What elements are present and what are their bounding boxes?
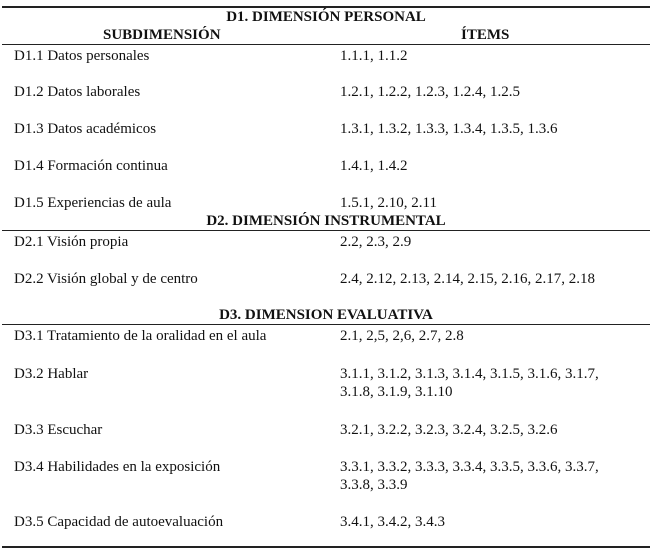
table-bottom-rule bbox=[2, 546, 650, 548]
section-title-d3: D3. DIMENSION EVALUATIVA bbox=[219, 307, 433, 323]
header-rule bbox=[2, 44, 650, 45]
row-subdimension: D2.2 Visión global y de centro bbox=[14, 271, 198, 287]
row-subdimension: D1.3 Datos académicos bbox=[14, 121, 157, 137]
row-items: 3.4.1, 3.4.2, 3.4.3 bbox=[340, 514, 445, 530]
column-header-items: ÍTEMS bbox=[461, 27, 510, 43]
row-items: 3.3.8, 3.3.9 bbox=[340, 477, 408, 493]
row-subdimension: D1.4 Formación continua bbox=[14, 158, 168, 174]
row-items: 1.5.1, 2.10, 2.11 bbox=[340, 195, 437, 211]
row-items: 3.1.1, 3.1.2, 3.1.3, 3.1.4, 3.1.5, 3.1.6, 3.1.7, bbox=[340, 366, 599, 382]
row-items: 1.2.1, 1.2.2, 1.2.3, 1.2.4, 1.2.5 bbox=[340, 84, 520, 100]
column-header-subdimension: SUBDIMENSIÓN bbox=[103, 27, 221, 43]
row-subdimension: D1.2 Datos laborales bbox=[14, 84, 141, 100]
row-subdimension: D2.1 Visión propia bbox=[14, 234, 129, 250]
section-rule-d3 bbox=[2, 324, 650, 325]
row-items: 3.3.1, 3.3.2, 3.3.3, 3.3.4, 3.3.5, 3.3.6, 3.3.7, bbox=[340, 459, 599, 475]
row-subdimension: D1.5 Experiencias de aula bbox=[14, 195, 172, 211]
section-rule-d2 bbox=[2, 230, 650, 231]
row-items: 3.2.1, 3.2.2, 3.2.3, 3.2.4, 3.2.5, 3.2.6 bbox=[340, 422, 558, 438]
row-items: 1.4.1, 1.4.2 bbox=[340, 158, 408, 174]
row-subdimension: D3.2 Hablar bbox=[14, 366, 89, 382]
row-items: 2.1, 2,5, 2,6, 2.7, 2.8 bbox=[340, 328, 464, 344]
section-title-d1: D1. DIMENSIÓN PERSONAL bbox=[226, 9, 426, 25]
row-items: 1.3.1, 1.3.2, 1.3.3, 1.3.4, 1.3.5, 1.3.6 bbox=[340, 121, 558, 137]
row-items: 2.2, 2.3, 2.9 bbox=[340, 234, 412, 250]
row-subdimension: D3.4 Habilidades en la exposición bbox=[14, 459, 221, 475]
section-title-d2: D2. DIMENSIÓN INSTRUMENTAL bbox=[206, 213, 446, 229]
row-items: 1.1.1, 1.1.2 bbox=[340, 48, 408, 64]
row-subdimension: D3.1 Tratamiento de la oralidad en el aula bbox=[14, 328, 267, 344]
row-items: 2.4, 2.12, 2.13, 2.14, 2.15, 2.16, 2.17, 2.18 bbox=[340, 271, 595, 287]
row-subdimension: D1.1 Datos personales bbox=[14, 48, 150, 64]
row-subdimension: D3.5 Capacidad de autoevaluación bbox=[14, 514, 224, 530]
row-items: 3.1.8, 3.1.9, 3.1.10 bbox=[340, 384, 453, 400]
row-subdimension: D3.3 Escuchar bbox=[14, 422, 103, 438]
